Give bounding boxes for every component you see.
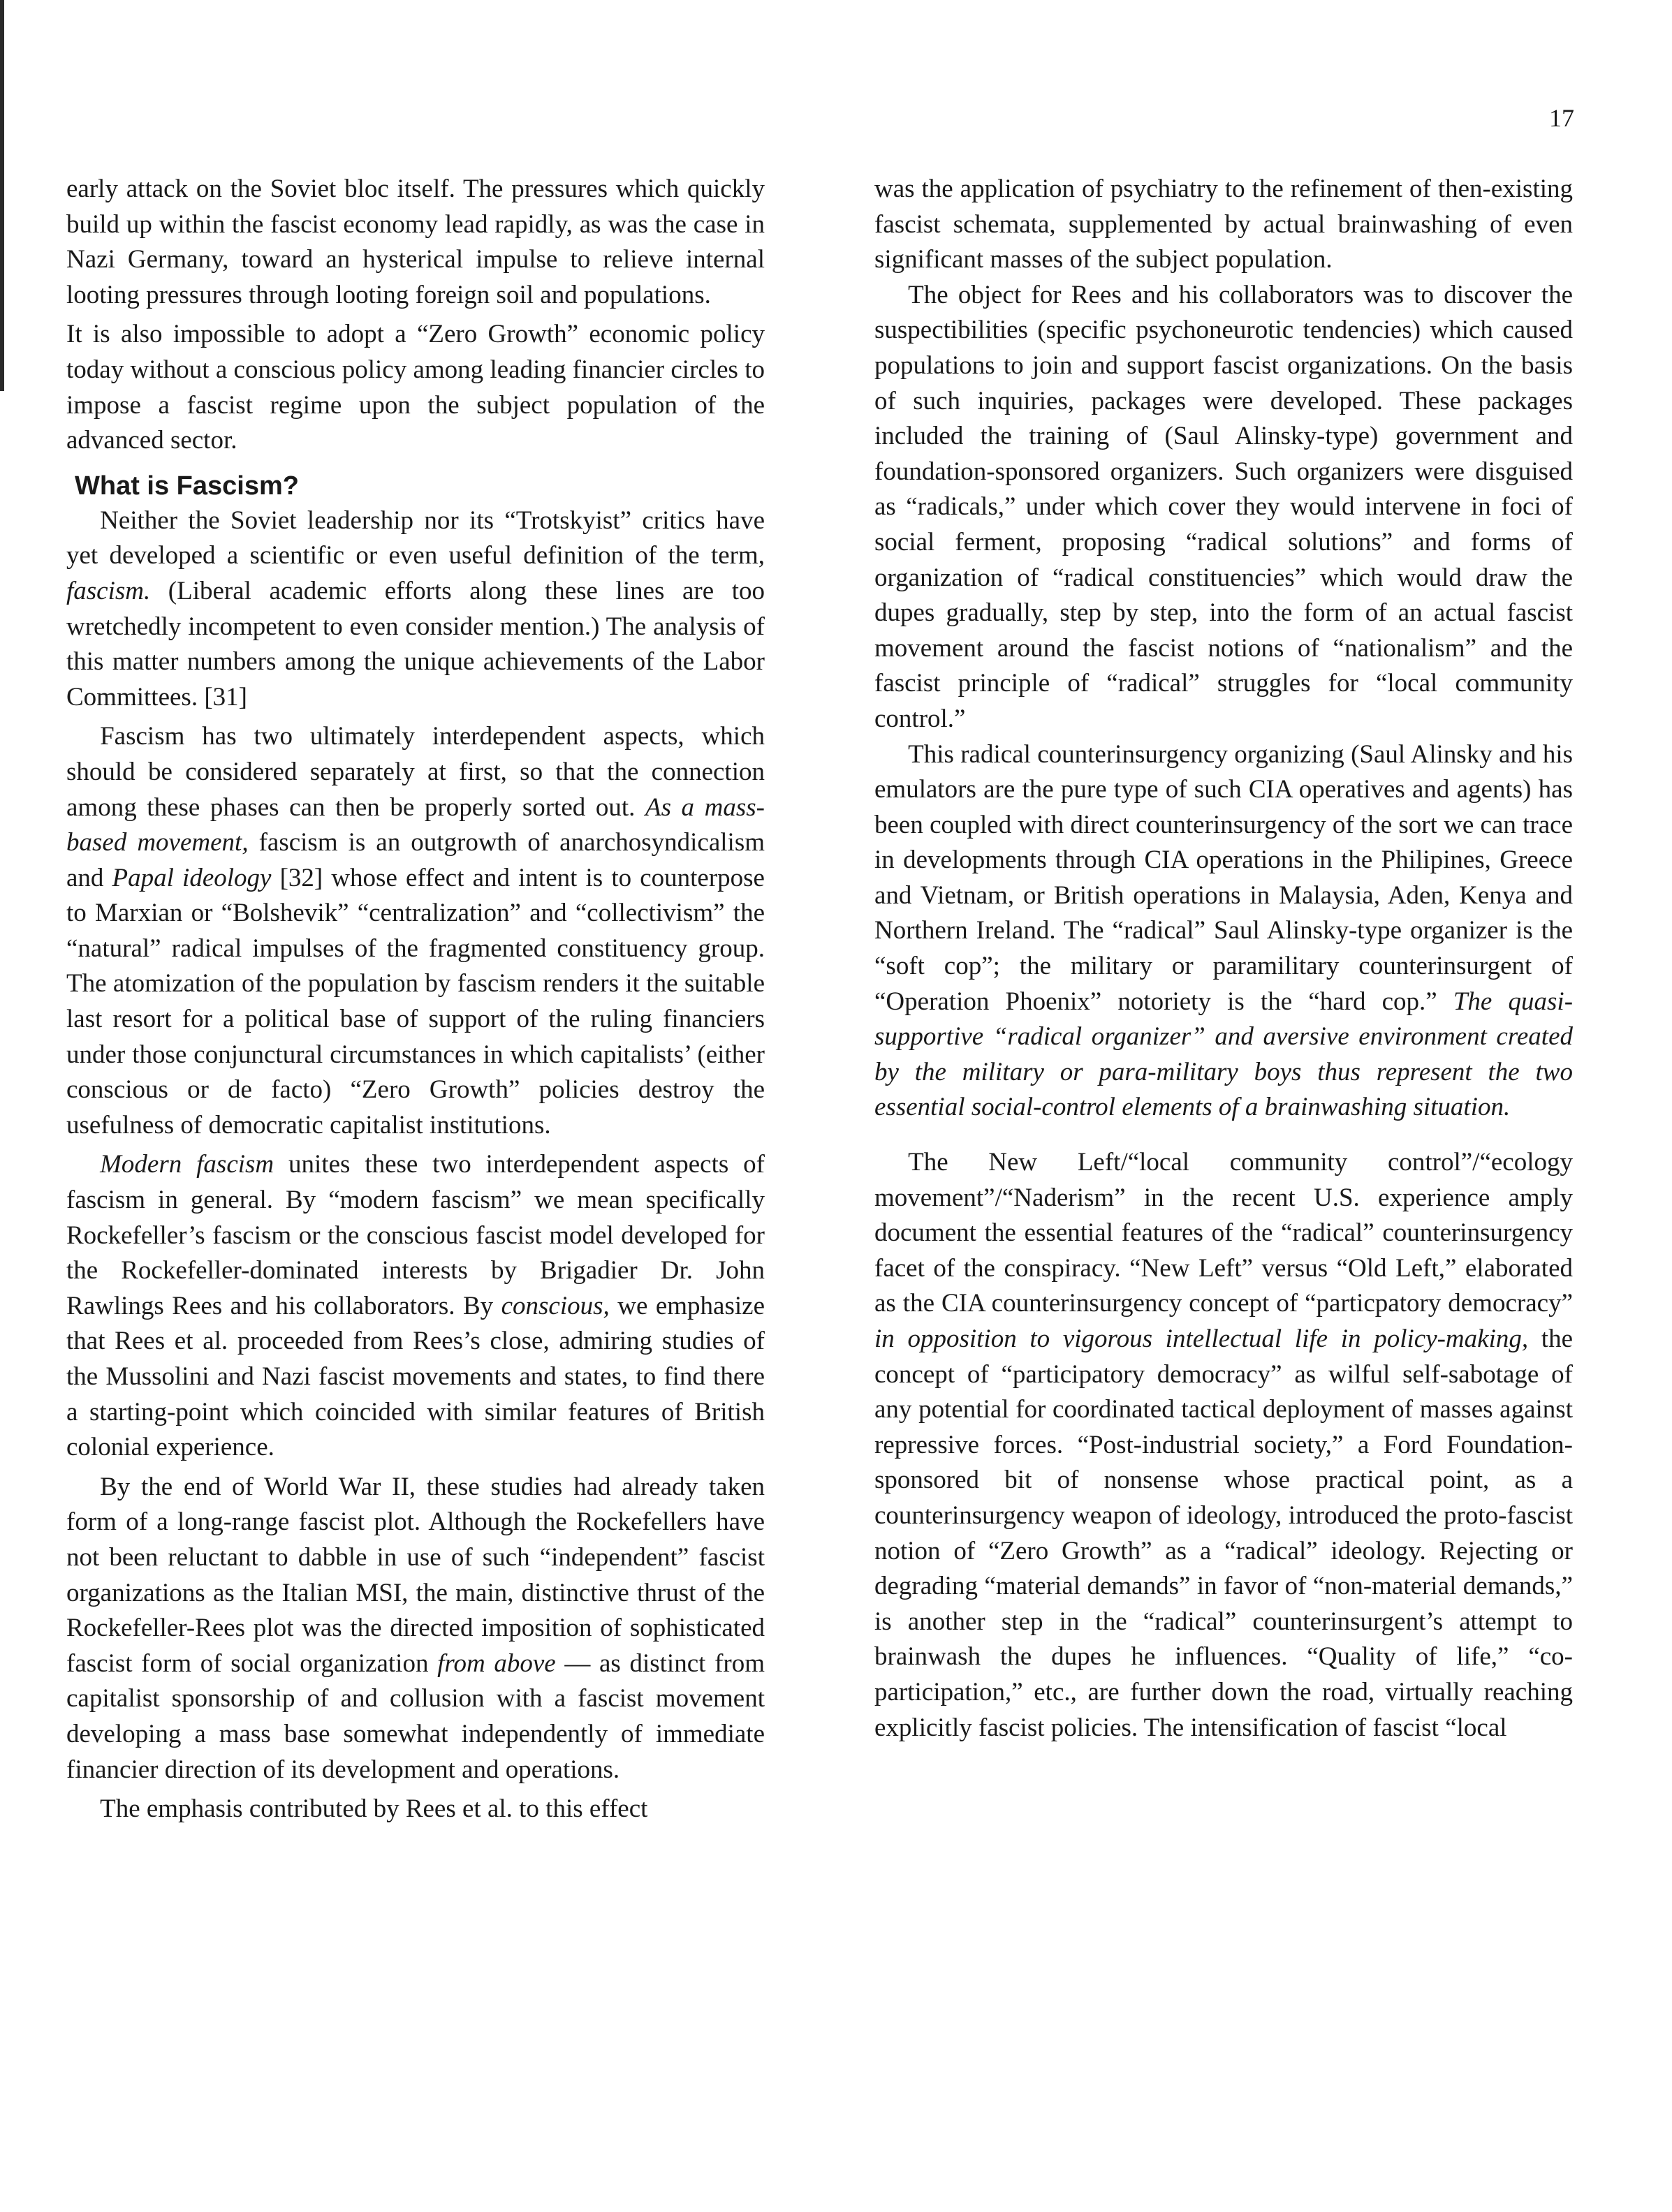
paragraph-text: Neither the Soviet leadership nor its “Trotskyist” critics have yet developed a scientific or even useful definition of the term,: [66, 506, 765, 570]
emphasis-text: in opposition to vigorous intellectual life in policy-making,: [874, 1325, 1529, 1353]
emphasis-text: fascism.: [66, 576, 151, 605]
paragraph: [874, 1145, 1573, 1746]
emphasis-text: The quasi-supportive “radical organizer” and aversive environment created by the military or para-military boys thus represent the two essential social-control elements of a brainwashing situation.: [874, 987, 1574, 1122]
page-number: 17: [1549, 104, 1574, 132]
emphasis-text: Papal ideology: [112, 863, 272, 892]
paragraph: [66, 172, 765, 313]
paragraph-text: the concept of “participatory democracy” as wilful self-sabotage of any potential for coordinated tactical deployment of masses against repressive forces. “Post-industrial society,” a Ford Foundation-sponsored bit of nonsense whose practical point, as a counterinsurgency weapon of ideology, introduced the proto-fascist notion of “Zero Growth” as a “radical” ideology. Rejecting or degrading “material demands” in favor of “non-material demands,” is another step in the “radical” counterinsurgent’s attempt to brainwash the dupes he influences. “Quality of life,” “co-participation,” etc., are further down the road, virtually reaching explicitly fascist policies. The intensification of fascist “local: [874, 1325, 1573, 1742]
paragraph-text: By the end of World War II, these studies had already taken form of a long-range fascist plot. Although the Rockefellers have not been reluctant to dabble in use of such “independent” fascist organizations as the Italian MSI, the main, distinctive thrust of the Rockefeller-Rees plot was the directed imposition of sophisticated fascist form of social organization: [66, 1472, 765, 1678]
paragraph: [66, 1470, 765, 1787]
paragraph-text: This radical counterinsurgency organizing (Saul Alinsky and his emulators are the pure type of such CIA operatives and agents) has been coupled with direct counterinsurgency of the sort we can trace in developments through CIA operations in the Philipines, Greece and Vietnam, or British operations in Malaysia, Aden, Kenya and Northern Ireland. The “radical” Saul Alinsky-type organizer is the “soft cop”; the military or paramilitary counterinsurgent of “Operation Phoenix” notoriety is the “hard cop.”: [874, 739, 1573, 1016]
emphasis-text: conscious,: [501, 1291, 610, 1320]
paragraph-text: It is also impossible to adopt a “Zero Growth” economic policy today without a conscious policy among leading financier circles to impose a fascist regime upon the subject population of the advanced sector.: [66, 320, 765, 455]
right-column: [874, 172, 1573, 1746]
paragraph: [874, 278, 1573, 737]
section-heading: What is Fascism?: [75, 471, 299, 501]
paragraph-text: The New Left/“local community control”/“ecology movement”/“Naderism” in the recent U.S. experience amply document the essential features of the “radical” counterinsurgency facet of the conspiracy. “New Left” versus “Old Left,” elaborated as the CIA counterinsurgency concept of “particpatory democracy”: [874, 1148, 1573, 1318]
emphasis-text: Modern fascism: [100, 1150, 274, 1179]
paragraph-text: (Liberal academic efforts along these lines are too wretchedly incompetent to even consider mention.) The analysis of this matter numbers among the unique achievements of the Labor Committees. [31]: [66, 576, 765, 711]
paragraph: [874, 172, 1573, 278]
page-edge-mark: [0, 0, 4, 391]
paragraph: [874, 737, 1573, 1126]
paragraph-text: [32] whose effect and intent is to counterpose to Marxian or “Bolshevik” “centralization” and “collectivism” the “natural” radical impulses of the fragmented constituency group. The atomization of the population by fascism renders it the suitable last resort for a political base of support of the ruling financiers under those conjunctural circumstances in which capitalists’ (either conscious or de facto) “Zero Growth” policies destroy the usefulness of democratic capitalist institutions.: [66, 863, 765, 1140]
paragraph-text: The emphasis contributed by Rees et al. to this effect: [100, 1794, 648, 1824]
paragraph-text: fascism is an outgrowth of anarchosyndicalism and: [66, 828, 765, 892]
paragraph: [66, 1147, 765, 1465]
emphasis-text: As a mass-based movement,: [66, 792, 765, 857]
paragraph: [66, 719, 765, 1143]
paragraph-text: early attack on the Soviet bloc itself. The pressures which quickly build up within the fascist economy lead rapidly, as was the case in Nazi Germany, toward an hysterical impulse to relieve internal looting pressures through looting foreign soil and populations.: [66, 175, 765, 309]
paragraph-text: The object for Rees and his collaborators was to discover the suspectibilities (specific psychoneurotic tendencies) which caused populations to join and support fascist organizations. On the basis of such inquiries, packages were developed. These packages included the training of (Saul Alinsky-type) government and foundation-sponsored organizers. Such organizers were disguised as “radicals,” under which cover they would intervene in foci of social ferment, proposing “radical solutions” and forms of organization of “radical constituencies” which would draw the dupes gradually, step by step, into the form of an actual fascist movement around the fascist notions of “nationalism” and the fascist principle of “radical” struggles for “local community control.”: [874, 280, 1573, 733]
left-column: [66, 172, 765, 1827]
paragraph-text: we emphasize that Rees et al. proceeded from Rees’s close, admiring studies of the Mussolini and Nazi fascist movements and states, to find there a starting-point which coincided with similar features of British colonial experience.: [66, 1291, 765, 1462]
paragraph: [66, 1792, 765, 1827]
paragraph-text: was the application of psychiatry to the refinement of then-existing fascist schemata, supplemented by actual brainwashing of even significant masses of the subject population.: [874, 175, 1573, 274]
paragraph: [66, 503, 765, 716]
paragraph-text: unites these two interdependent aspects of fascism in general. By “modern fascism” we mean specifically Rockefeller’s fascism or the conscious fascist model developed for the Rockefeller-dominated interests by Brigadier Dr. John Rawlings Rees and his collaborators. By: [66, 1150, 765, 1320]
paragraph-text: Fascism has two ultimately interdependent aspects, which should be considered separately at first, so that the connection among these phases can then be properly sorted out.: [66, 722, 765, 822]
paragraph-text: — as distinct from capitalist sponsorship of and collusion with a fascist movement developing a mass base somewhat independently of immediate financier direction of its development and operations.: [66, 1649, 765, 1784]
paragraph: [66, 317, 765, 458]
emphasis-text: from above: [437, 1649, 556, 1678]
